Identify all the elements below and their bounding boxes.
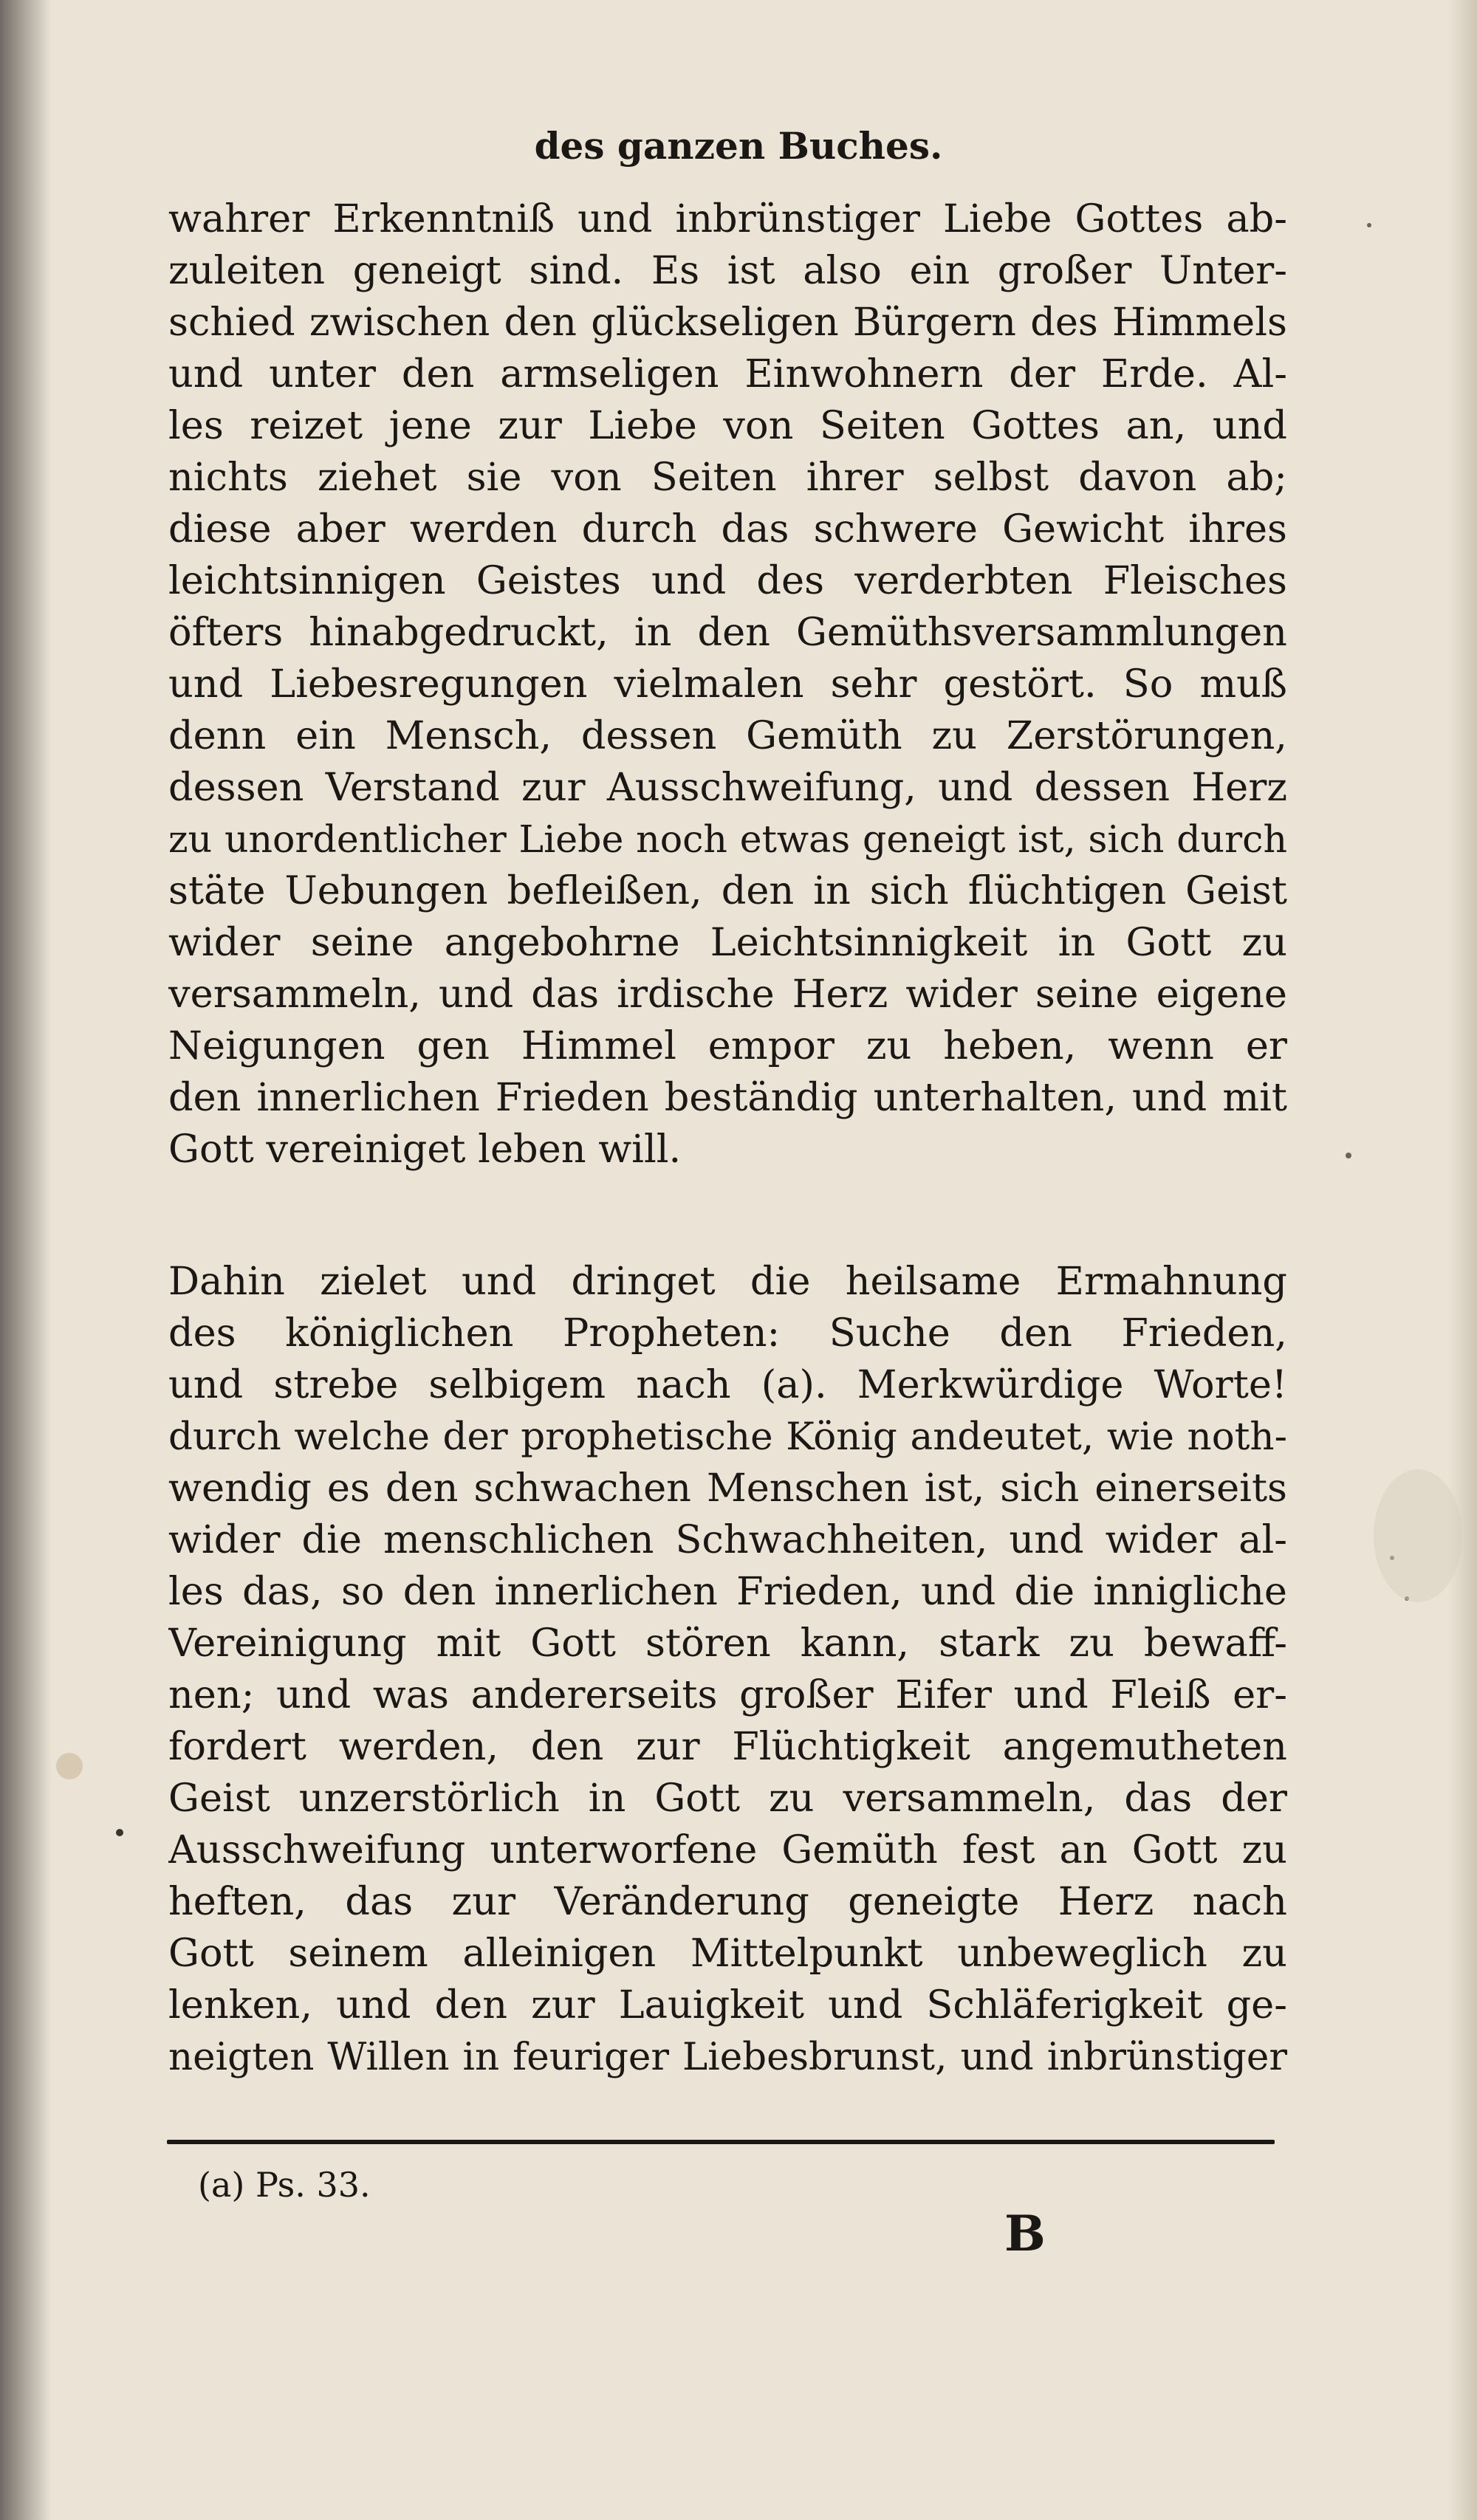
text-line: stäte Uebungen befleißen, den in sich flüchtigen Geist: [168, 868, 1287, 913]
text-line: und unter den armseligen Einwohnern der Erde. Al-: [168, 351, 1287, 396]
text-line: Neigungen gen Himmel empor zu heben, wenn er: [168, 1023, 1287, 1068]
text-line: des königlichen Propheten: Suche den Frieden,: [168, 1311, 1287, 1356]
text-line: denn ein Mensch, dessen Gemüth zu Zerstörungen,: [168, 713, 1287, 758]
footnote-rule: [167, 2140, 1275, 2144]
text-line: öfters hinabgedruckt, in den Gemüthsversammlungen: [168, 610, 1287, 655]
text-line: fordert werden, den zur Flüchtigkeit angemutheten: [168, 1724, 1287, 1769]
text-line: wider seine angebohrne Leichtsinnigkeit in Gott zu: [168, 920, 1287, 965]
text-line: schied zwischen den glückseligen Bürgern des Himmels: [168, 300, 1287, 345]
paragraph-1: [168, 193, 1287, 1175]
text-line: zuleiten geneigt sind. Es ist also ein großer Unter-: [168, 248, 1287, 293]
paper-speck: [1346, 1153, 1351, 1158]
text-line: und Liebesregungen vielmalen sehr gestört. So muß: [168, 662, 1287, 707]
paper-stain: [1374, 1469, 1462, 1602]
text-line: durch welche der prophetische König andeutet, wie noth-: [168, 1415, 1287, 1459]
text-line: nichts ziehet sie von Seiten ihrer selbst davon ab;: [168, 455, 1287, 500]
text-line: diese aber werden durch das schwere Gewicht ihres: [168, 507, 1287, 552]
text-line: wahrer Erkenntniß und inbrünstiger Liebe Gottes ab-: [168, 196, 1287, 241]
text-line: nen; und was andererseits großer Eifer und Fleiß er-: [168, 1672, 1287, 1717]
text-line: versammeln, und das irdische Herz wider seine eigene: [168, 972, 1287, 1017]
signature-mark: B: [1004, 2205, 1046, 2262]
paragraph-2: [168, 1256, 1287, 2083]
text-line: und strebe selbigem nach (a). Merkwürdige Worte!: [168, 1362, 1287, 1407]
footnote: (a) Ps. 33.: [198, 2165, 371, 2205]
text-line: wider die menschlichen Schwachheiten, und wider al-: [168, 1517, 1287, 1562]
paper-speck: [116, 1829, 123, 1836]
text-line: wendig es den schwachen Menschen ist, sich einerseits: [168, 1466, 1287, 1511]
text-line: Gott vereiniget leben will.: [168, 1127, 682, 1172]
text-line: Vereinigung mit Gott stören kann, stark zu bewaff-: [168, 1621, 1287, 1666]
paper-speck: [56, 1753, 83, 1779]
text-line: leichtsinnigen Geistes und des verderbten Fleisches: [168, 558, 1287, 603]
text-line: zu unordentlicher Liebe noch etwas geneigt ist, sich durch: [168, 817, 1287, 861]
text-line: lenken, und den zur Lauigkeit und Schläferigkeit ge-: [168, 1982, 1287, 2028]
text-line: dessen Verstand zur Ausschweifung, und dessen Herz: [168, 765, 1287, 810]
text-line: neigten Willen in feuriger Liebesbrunst, und inbrünstiger: [168, 2035, 1287, 2079]
text-line: Geist unzerstörlich in Gott zu versammeln, das der: [168, 1776, 1287, 1821]
text-line: den innerlichen Frieden beständig unterhalten, und mit: [168, 1075, 1287, 1120]
text-line: heften, das zur Veränderung geneigte Herz nach: [168, 1879, 1287, 1924]
text-line: les das, so den innerlichen Frieden, und die innigliche: [168, 1569, 1287, 1614]
text-line: les reizet jene zur Liebe von Seiten Gottes an, und: [168, 403, 1287, 448]
running-header: des ganzen Buches.: [534, 124, 943, 168]
text-line: Dahin zielet und dringet die heilsame Ermahnung: [168, 1259, 1287, 1304]
paper-speck: [1367, 223, 1371, 227]
text-line: Gott seinem alleinigen Mittelpunkt unbeweglich zu: [168, 1931, 1287, 1976]
text-line: Ausschweifung unterworfene Gemüth fest an Gott zu: [168, 1827, 1287, 1872]
